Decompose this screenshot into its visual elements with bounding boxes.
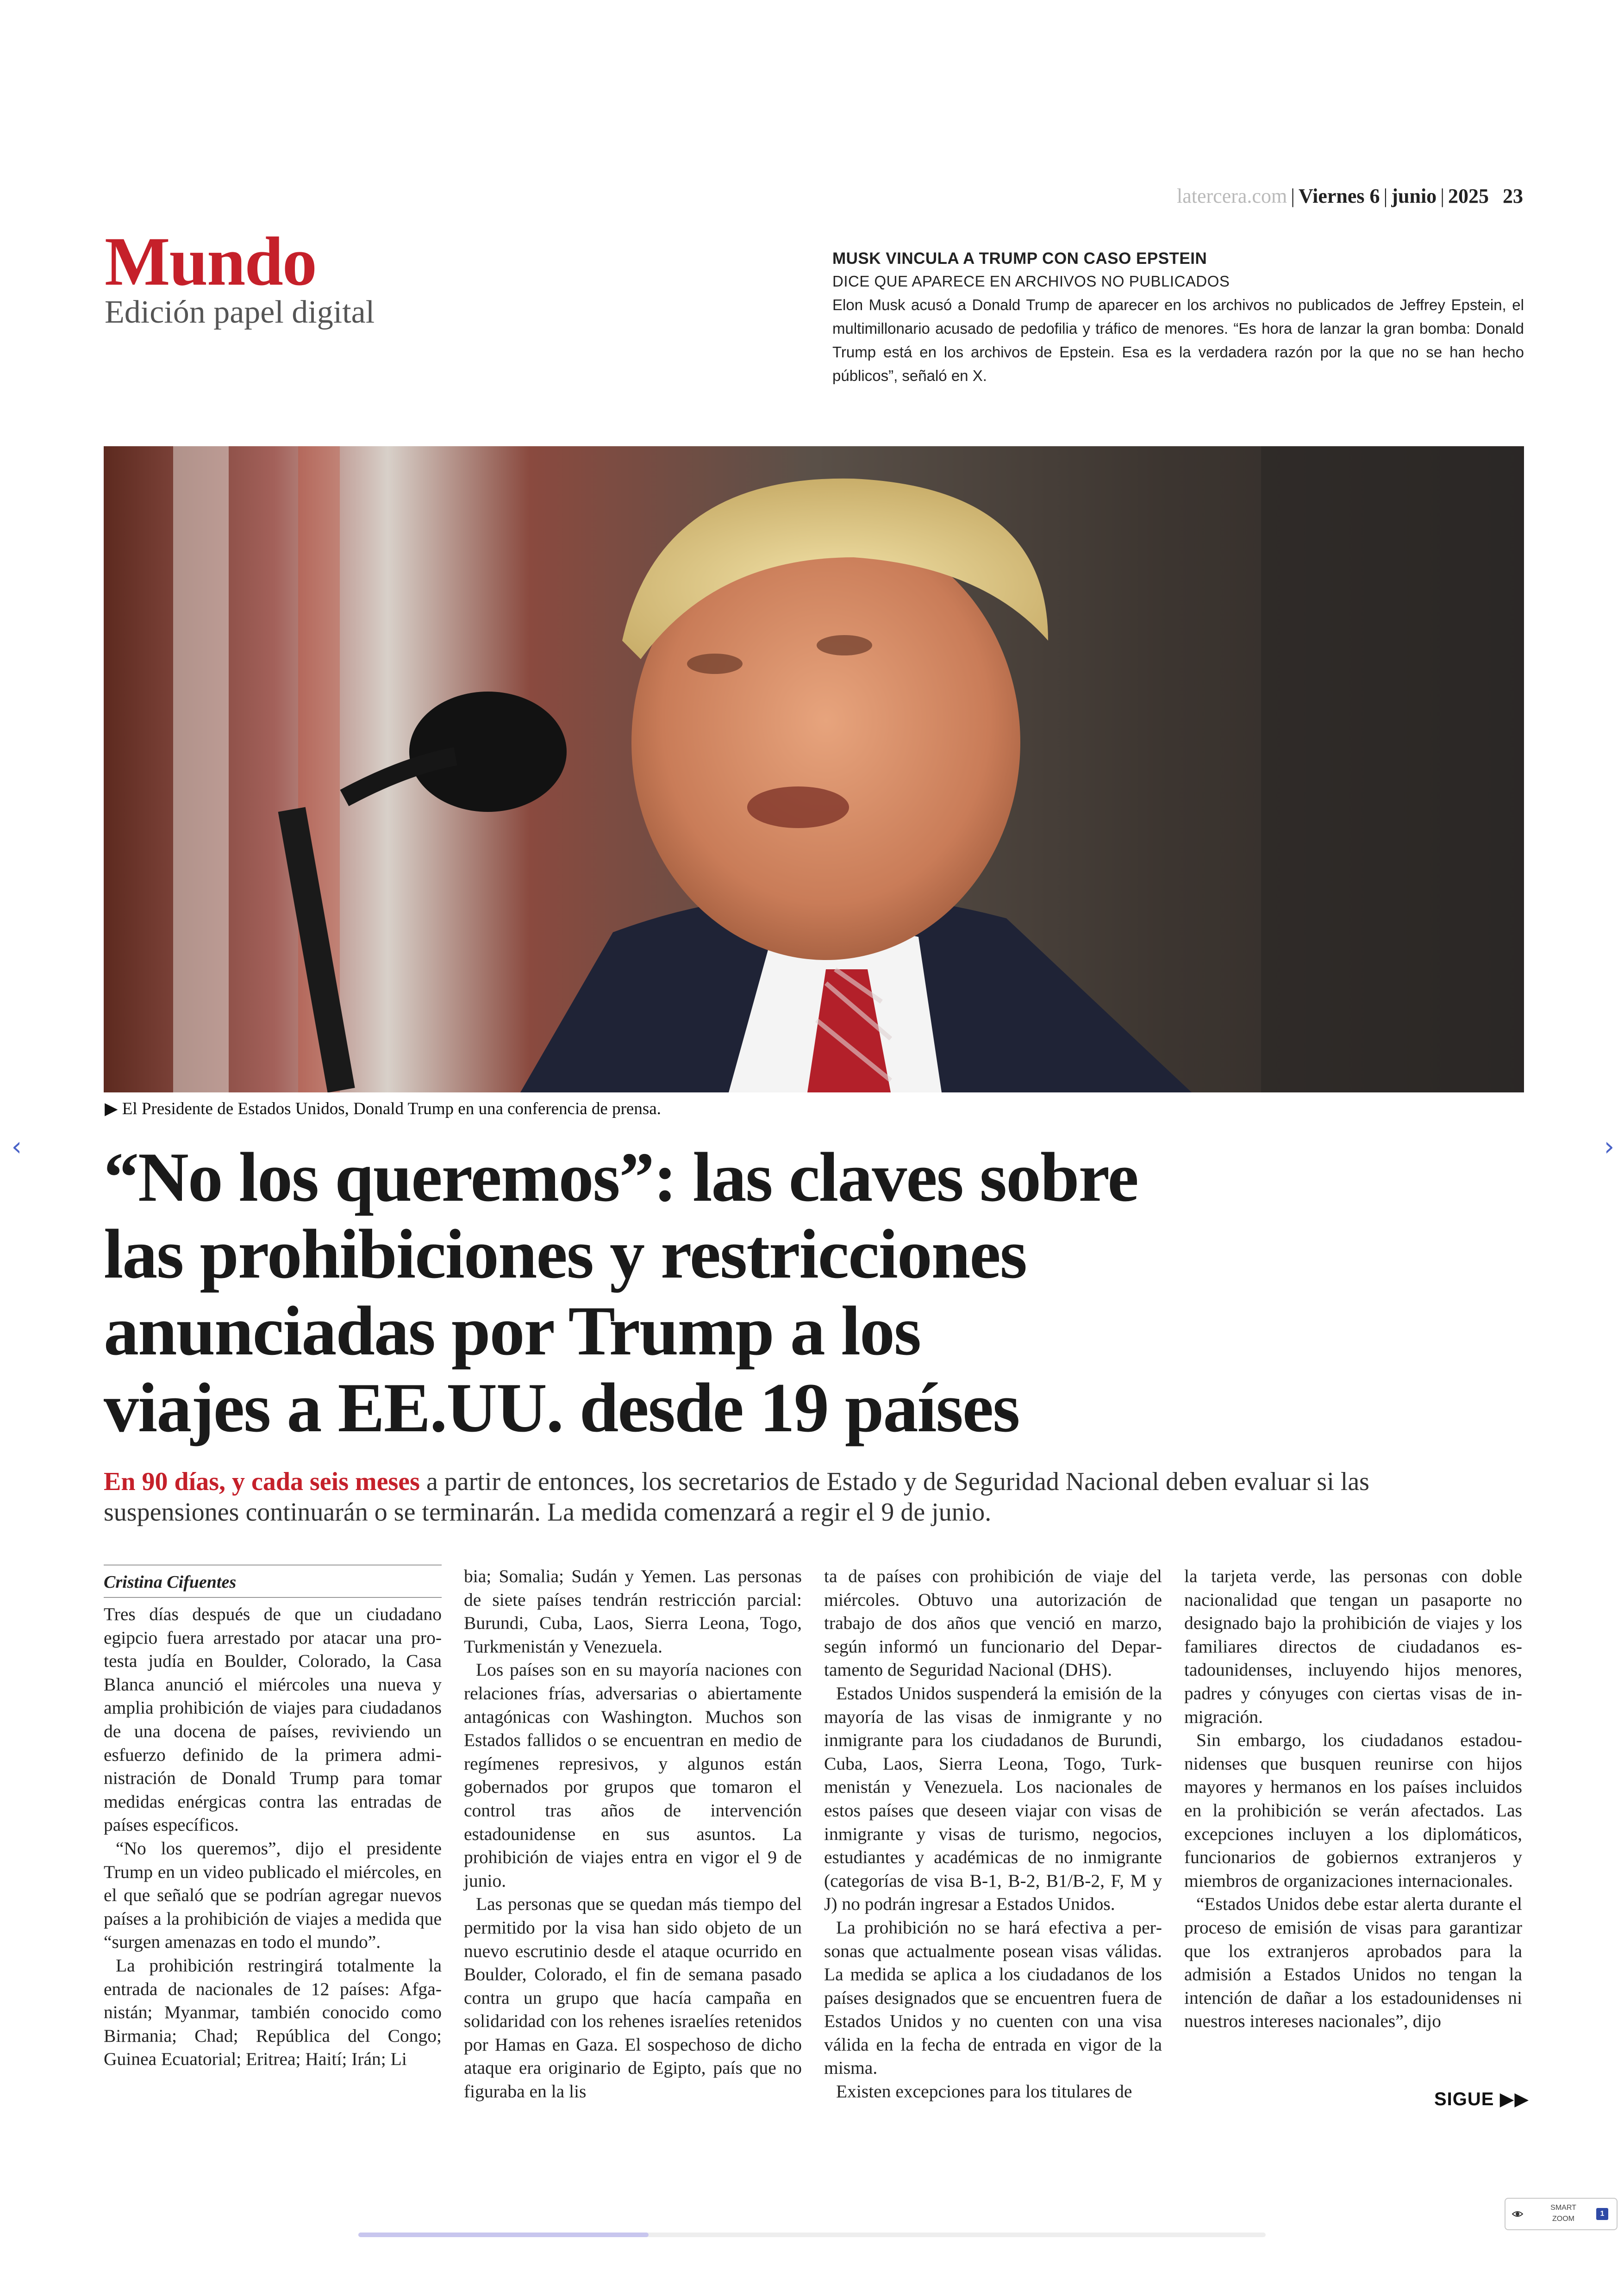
brief-body: Elon Musk acusó a Donald Trump de aparecer en los archivos no publicados de Jeffrey Epstein, el multimillonario acusado de pedofilia y tráfico de menores. “Es hora de lanzar la gran bomba: Donald Trump está en los archivos de Epstein. Esa es la verdadera razón por la que no se han hecho públicos”, señaló en X. <box>832 296 1524 384</box>
lead-photo <box>104 446 1524 1092</box>
brief-headline: MUSK VINCULA A TRUMP CON CASO EPSTEIN <box>832 249 1207 268</box>
brief-kicker: DICE QUE APARECE EN ARCHIVOS NO PUBLICADOS <box>832 273 1230 290</box>
prev-page-button[interactable] <box>3 1129 31 1166</box>
body-column-4 <box>1184 1565 1522 2033</box>
paragraph: Los países son en su mayoría naciones con relaciones frías, adversarias o abiertamente antagónicas con Washington. Muchos son Estados fallidos o se encuentran en medio de regímenes represivos, y algunos están gobernados por grupos que tomaron el control tras años de intervención estadounidense en sus asuntos. La prohibición de viajes entra en vigor el 9 de junio. <box>464 1659 802 1891</box>
article-headline <box>104 1139 1530 1446</box>
headline-line: anunciadas por Trump a los <box>104 1292 921 1370</box>
body-column-3 <box>824 1565 1162 2103</box>
paragraph: bia; Somalia; Sudán y Yemen. Las personas de siete países tendrán restricción parcial: Burundi, Cuba, Laos, Sierra Leona, Togo, Turkmenistán y Venezuela. <box>464 1566 802 1657</box>
paragraph: Tres días después de que un ciudadano egipcio fuera arrestado por atacar una protesta judía en Boulder, Colorado, la Casa Blanca anunció el miércoles una nueva y amplia prohibición de viajes para ciudadanos de una docena de países, reviviendo un esfuerzo definido de la primera administración de Donald Trump para tomar medidas enérgicas contra las entradas de países específicos. <box>104 1604 442 1835</box>
site-name: latercera.com <box>1177 185 1287 207</box>
paragraph: “No los queremos”, dijo el presidente Trump en un video publicado el miércoles, en el que señaló que se podrían agregar nuevos países a la prohibición de viajes a medida que “surgen amenazas en todo el mundo”. <box>104 1838 442 1952</box>
headline-line: viajes a EE.UU. desde 19 países <box>104 1369 1019 1447</box>
page-number: 23 <box>1503 185 1523 207</box>
paragraph: Sin embargo, los ciudadanos estadounidenses que busquen reunirse con hijos mayores y hermanos en los países incluidos en la prohibición se verán afectados. Las excepciones incluyen a los diplomáticos, funcionarios de gobiernos extranjeros y miembros de organizaciones internacionales. <box>1184 1730 1522 1891</box>
paragraph: ta de países con prohibición de viaje del miércoles. Obtuvo una autorización de trabajo de dos años que venció en marzo, según informó un funcionario del Departamento de Seguridad Nacional (DHS). <box>824 1566 1162 1680</box>
paragraph: la tarjeta verde, las personas con doble nacionalidad que tengan un pasaporte no designado bajo la prohibición de viajes y los familiares directos de ciudadanos estadounidenses, incluyendo hijos menores, padres y cónyuges con ciertas visas de inmigración. <box>1184 1566 1522 1727</box>
smart-zoom-badge: 1 <box>1596 2208 1608 2220</box>
lead-text: a partir de entonces, los secretarios de Estado y de Seguridad Nacional deben evaluar si las suspensiones continuarán o se terminarán. La medida comenzará a regir el 9 de junio. <box>104 1467 1369 1527</box>
byline-rule <box>104 1597 442 1598</box>
body-column-2 <box>464 1565 802 2103</box>
news-brief <box>832 248 1524 387</box>
month: junio <box>1391 185 1437 207</box>
lead-emphasis: En 90 días, y cada seis meses <box>104 1467 420 1496</box>
byline: Cristina Cifuentes <box>104 1572 237 1592</box>
section-title: Mundo <box>105 223 316 300</box>
paragraph: Existen excepciones para los titulares de <box>836 2081 1132 2102</box>
headline-line: las prohibiciones y restricciones <box>104 1215 1026 1293</box>
paragraph: “Estados Unidos debe estar alerta durante el proceso de emisión de visas para garantizar que los extranjeros aprobados para la admisión a Estados Unidos no tengan la intención de dañar a los estadounidenses ni nuestros intereses nacionales”, dijo <box>1184 1894 1522 2032</box>
article-lead <box>104 1466 1493 1528</box>
paragraph: La prohibición no se hará efectiva a personas que actualmente posean visas válidas. La medida se aplica a los ciudadanos de los países designados que se encuentren fuera de Estados Unidos y no cuenten con una visa válida en la fecha de entrada en vigor de la misma. <box>824 1917 1162 2078</box>
continue-link[interactable]: SIGUE ▶▶ <box>1434 2089 1530 2109</box>
year: 2025 <box>1448 185 1489 207</box>
body-column-1 <box>104 1565 442 2071</box>
paragraph: Estados Unidos suspenderá la emisión de la mayoría de las visas de inmigrante y no inmigrante para los ciudadanos de Burundi, Cuba, Laos, Sierra Leona, Togo, Turkmenistán y Venezuela. Los nacionales de estos países que deseen viajar con visas de inmigrante y visas de turismo, negocios, estudiantes y académicas de no inmigrante (categorías de visa B-1, B-2, B1/B-2, F, M y J) no podrán ingresar a Estados Unidos. <box>824 1683 1162 1915</box>
masthead-info: latercera.com | Viernes 6 | junio | 2025 23 <box>1177 185 1523 207</box>
reading-progress-fill <box>358 2233 649 2237</box>
photo-illustration <box>104 446 1524 1092</box>
chevron-left-icon: ‹ <box>11 1132 22 1162</box>
paragraph: Las personas que se quedan más tiempo del permitido por la visa han sido objeto de un nuevo escrutinio desde el ataque ocurrido en Boulder, Colorado, el fin de semana pasado contra un grupo que hacía campaña en solidaridad con los rehenes israelíes retenidos por Hamas en Gaza. El sospechoso de dicho ataque era originario de Egipto, país que no figuraba en la lis <box>464 1894 802 2102</box>
article-body <box>104 1565 1524 2106</box>
section-subtitle: Edición papel digital <box>105 294 375 330</box>
paragraph: La prohibición restringirá totalmente la entrada de nacionales de 12 países: Afganistán; Myanmar, también conocido como Birmania; Chad; República del Congo; Guinea Ecuatorial; Eritrea; Haití; Irán; Li <box>104 1955 442 2070</box>
photo-caption: ▶ El Presidente de Estados Unidos, Donald Trump en una conferencia de prensa. <box>105 1099 661 1118</box>
next-page-button[interactable] <box>1595 1129 1623 1166</box>
reading-progress-bar[interactable] <box>358 2233 1266 2237</box>
weekday-day: Viernes 6 <box>1298 185 1380 207</box>
smart-zoom-button[interactable] <box>1505 2198 1618 2230</box>
headline-line: “No los queremos”: las claves sobre <box>104 1138 1138 1216</box>
smart-zoom-label: SMART ZOOM <box>1550 2204 1576 2223</box>
eye-icon <box>1512 2209 1523 2219</box>
chevron-right-icon: › <box>1604 1132 1615 1162</box>
